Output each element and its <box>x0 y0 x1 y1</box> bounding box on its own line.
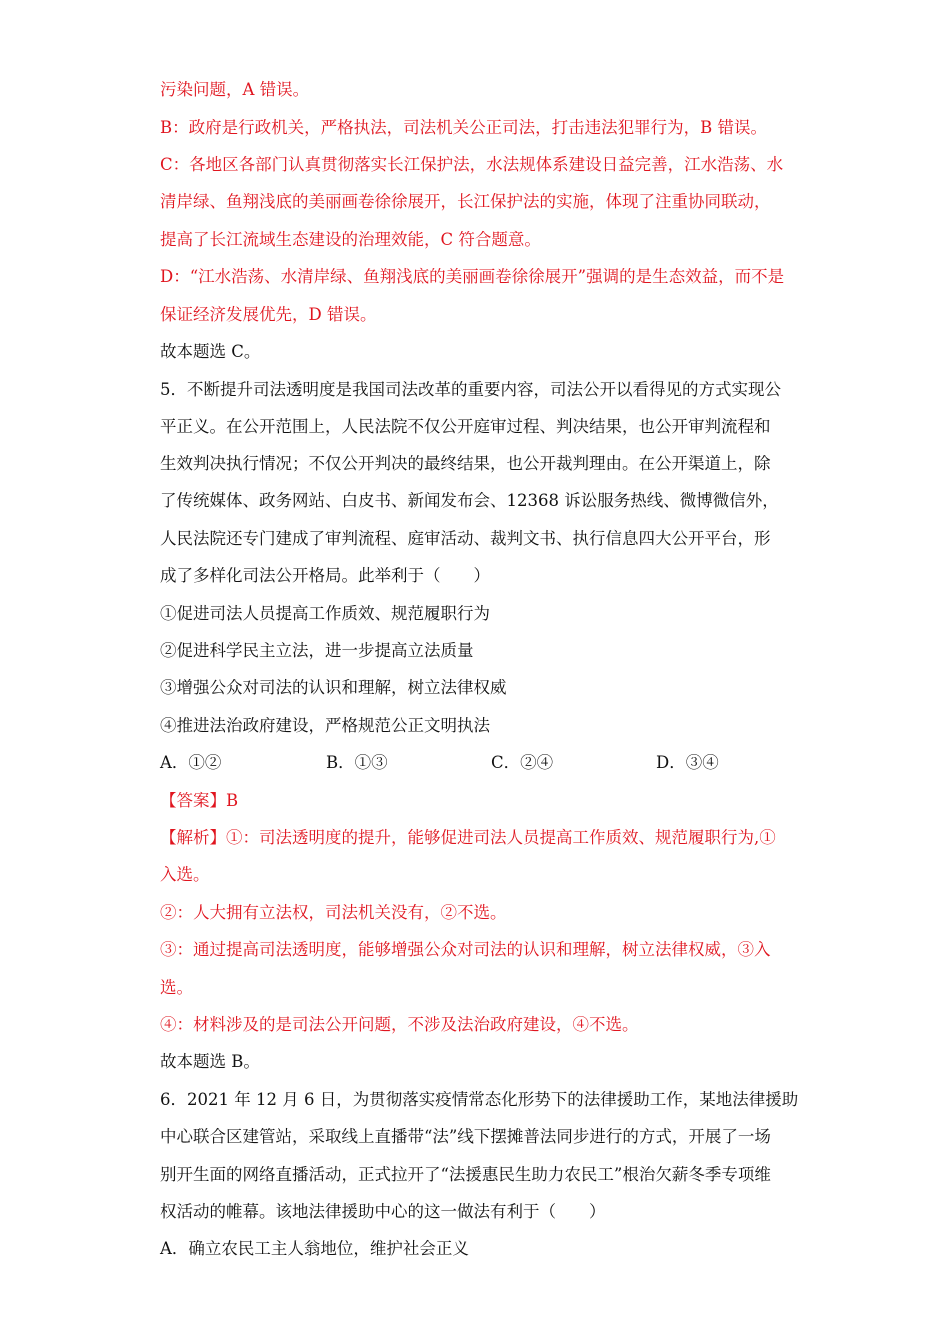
q5-stem-line: 生效判决执行情况；不仅公开判决的最终结果，也公开裁判理由。在公开渠道上，除 <box>160 454 771 473</box>
q6-stem-line: 6．2021 年 12 月 6 日，为贯彻落实疫情常态化形势下的法律援助工作，某地法律援助 <box>160 1090 799 1109</box>
q5-statement-1: ①促进司法人员提高工作质效、规范履职行为 <box>160 604 490 623</box>
q5-option-b: B．①③ <box>326 753 388 772</box>
q5-analysis-3: 选。 <box>160 978 193 997</box>
q6-option-a: A．确立农民工主人翁地位，维护社会正义 <box>160 1239 469 1258</box>
q5-statement-4: ④推进法治政府建设，严格规范公正文明执法 <box>160 716 490 735</box>
analysis-c-line: 清岸绿、鱼翔浅底的美丽画卷徐徐展开，长江保护法的实施，体现了注重协同联动， <box>160 192 771 211</box>
analysis-d-line: D：“江水浩荡、水清岸绿、鱼翔浅底的美丽画卷徐徐展开”强调的是生态效益，而不是 <box>160 267 785 286</box>
q5-stem-line: 5．不断提升司法透明度是我国司法改革的重要内容，司法公开以看得见的方式实现公 <box>160 380 781 399</box>
analysis-c-line: 提高了长江流域生态建设的治理效能，C 符合题意。 <box>160 230 541 249</box>
q5-analysis-1: 入选。 <box>160 865 210 884</box>
q5-analysis-4: ④：材料涉及的是司法公开问题，不涉及法治政府建设，④不选。 <box>160 1015 639 1034</box>
prev-conclusion: 故本题选 C。 <box>160 342 261 361</box>
q5-answer: 【答案】B <box>160 791 239 810</box>
q5-stem-line: 人民法院还专门建成了审判流程、庭审活动、裁判文书、执行信息四大公开平台，形 <box>160 529 771 548</box>
q5-stem-line: 了传统媒体、政务网站、白皮书、新闻发布会、12368 诉讼服务热线、微博微信外， <box>160 491 779 510</box>
q5-conclusion: 故本题选 B。 <box>160 1052 260 1071</box>
analysis-a-tail: 污染问题，A 错误。 <box>160 80 310 99</box>
q5-analysis-1: 【解析】①：司法透明度的提升，能够促进司法人员提高工作质效、规范履职行为,① <box>160 828 776 847</box>
q5-stem-line: 平正义。在公开范围上，人民法院不仅公开庭审过程、判决结果，也公开审判流程和 <box>160 417 771 436</box>
q5-statement-2: ②促进科学民主立法，进一步提高立法质量 <box>160 641 474 660</box>
q6-stem-line: 权活动的帷幕。该地法律援助中心的这一做法有利于（ ） <box>160 1202 606 1221</box>
q5-option-a: A．①② <box>160 753 222 772</box>
q5-statement-3: ③增强公众对司法的认识和理解，树立法律权威 <box>160 678 507 697</box>
q5-option-d: D．③④ <box>656 753 719 772</box>
q5-stem-line: 成了多样化司法公开格局。此举利于（ ） <box>160 566 490 585</box>
q5-analysis-2: ②：人大拥有立法权，司法机关没有，②不选。 <box>160 903 507 922</box>
q6-stem-line: 中心联合区建管站，采取线上直播带“法”线下摆摊普法同步进行的方式，开展了一场 <box>160 1127 771 1146</box>
analysis-c-line: C：各地区各部门认真贯彻落实长江保护法，水法规体系建设日益完善，江水浩荡、水 <box>160 155 784 174</box>
analysis-b: B：政府是行政机关，严格执法，司法机关公正司法，打击违法犯罪行为，B 错误。 <box>160 118 767 137</box>
analysis-d-line: 保证经济发展优先，D 错误。 <box>160 305 377 324</box>
q5-analysis-3: ③：通过提高司法透明度，能够增强公众对司法的认识和理解，树立法律权威，③入 <box>160 940 771 959</box>
q6-stem-line: 别开生面的网络直播活动，正式拉开了“法援惠民生助力农民工”根治欠薪冬季专项维 <box>160 1165 771 1184</box>
q5-option-c: C．②④ <box>491 753 554 772</box>
